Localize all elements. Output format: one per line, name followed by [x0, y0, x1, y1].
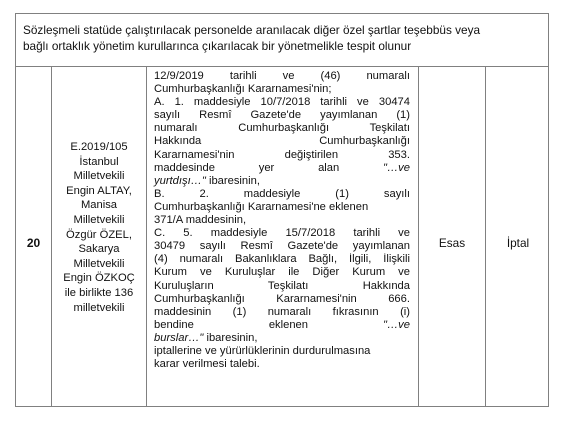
- provision-line: B. 2. maddesiyle (1) sayılı: [154, 187, 410, 200]
- header-line-2: bağlı ortaklık yönetim kurullarınca çıkarılacak bir yönetmelikle tespit olunur: [23, 39, 412, 53]
- provision-line: Kurum ve Kuruluşlar ile Diğer Kurum ve: [154, 266, 410, 279]
- provision-line: maddesinin (1) numaralı fıkrasının (i): [154, 305, 410, 318]
- provision-segment: ibaresinin,: [203, 331, 258, 344]
- applicant-line: E.2019/105: [70, 141, 128, 153]
- applicant-line: İstanbul: [79, 155, 119, 168]
- applicant-line: Engin ALTAY,: [66, 184, 132, 197]
- provision-line: C. 5. maddesiyle 15/7/2018 tarihli ve: [154, 227, 410, 240]
- provision-line: [154, 162, 410, 175]
- provision-line: Kuruluşların Teşkilatı Hakkında: [154, 279, 410, 292]
- decision-result: İptal: [506, 236, 530, 250]
- provision-segment: bendine eklenen: [154, 318, 384, 331]
- provision-line: Cumhurbaşkanlığı Kararnamesi'ne eklenen: [154, 200, 369, 213]
- provision-line: [154, 332, 410, 345]
- provision-line: karar verilmesi talebi.: [154, 358, 260, 371]
- provision-segment: ibaresinin,: [205, 174, 260, 187]
- decision-stage: Esas: [438, 236, 466, 250]
- document-table: [15, 13, 549, 407]
- provision-segment: maddesinde yer alan: [154, 161, 384, 174]
- applicant-line: Milletvekili: [73, 213, 125, 226]
- provision-line: (4) numaralı Bakanlıklara Bağlı, İlgili, İlişkili: [154, 253, 410, 266]
- provision-cell: [147, 67, 419, 406]
- applicant-line: Milletvekili: [73, 170, 125, 183]
- applicant-text: [54, 140, 144, 315]
- provision-quote: burslar…": [154, 331, 204, 344]
- provision-line: [154, 319, 410, 332]
- applicant-line: ile birlikte 136: [64, 286, 134, 299]
- applicant-cell: [52, 67, 147, 406]
- applicant-line: milletvekili: [73, 301, 125, 314]
- provision-line: 30479 sayılı Resmî Gazete'de yayımlanan: [154, 240, 410, 253]
- decision-stage-cell: [419, 67, 486, 406]
- provision-line: Cumhurbaşkanlığı Kararnamesi'nin;: [154, 83, 332, 96]
- applicant-line: Özgür ÖZEL,: [66, 228, 132, 241]
- decision-result-cell: [486, 67, 550, 406]
- row-number: 20: [26, 236, 41, 250]
- provision-quote: yurtdışı…": [154, 174, 206, 187]
- provision-line: Kararnamesi'nin değiştirilen 353.: [154, 148, 410, 161]
- header-line-1: Sözleşmeli statüde çalıştırılacak personelde aranılacak diğer özel şartlar teşebbüs veya: [23, 23, 481, 37]
- provision-line: sayılı Resmî Gazete'de yayımlanan (1): [154, 109, 410, 122]
- row-number-cell: [16, 67, 52, 406]
- provision-quote: "…ve: [383, 318, 410, 331]
- provision-text: [154, 70, 410, 371]
- provision-line: numaralı Cumhurbaşkanlığı Teşkilatı: [154, 122, 410, 135]
- applicant-line: Milletvekili: [73, 257, 125, 270]
- provision-quote: "…ve: [383, 161, 410, 174]
- provision-line: A. 1. maddesiyle 10/7/2018 tarihli ve 30474: [154, 96, 410, 109]
- provision-line: 371/A maddesinin,: [154, 214, 247, 227]
- applicant-line: Manisa: [80, 199, 118, 212]
- applicant-line: Sakarya: [78, 243, 120, 256]
- provision-line: 12/9/2019 tarihli ve (46) numaralı: [154, 70, 410, 82]
- table-header-text: [16, 14, 548, 67]
- applicant-line: Engin ÖZKOÇ: [63, 272, 135, 285]
- provision-line: Hakkında Cumhurbaşkanlığı: [154, 135, 410, 148]
- provision-line: [154, 175, 410, 188]
- provision-line: iptallerine ve yürürlüklerinin durdurulmasına: [154, 344, 371, 357]
- provision-line: Cumhurbaşkanlığı Kararnamesi'nin 666.: [154, 292, 410, 305]
